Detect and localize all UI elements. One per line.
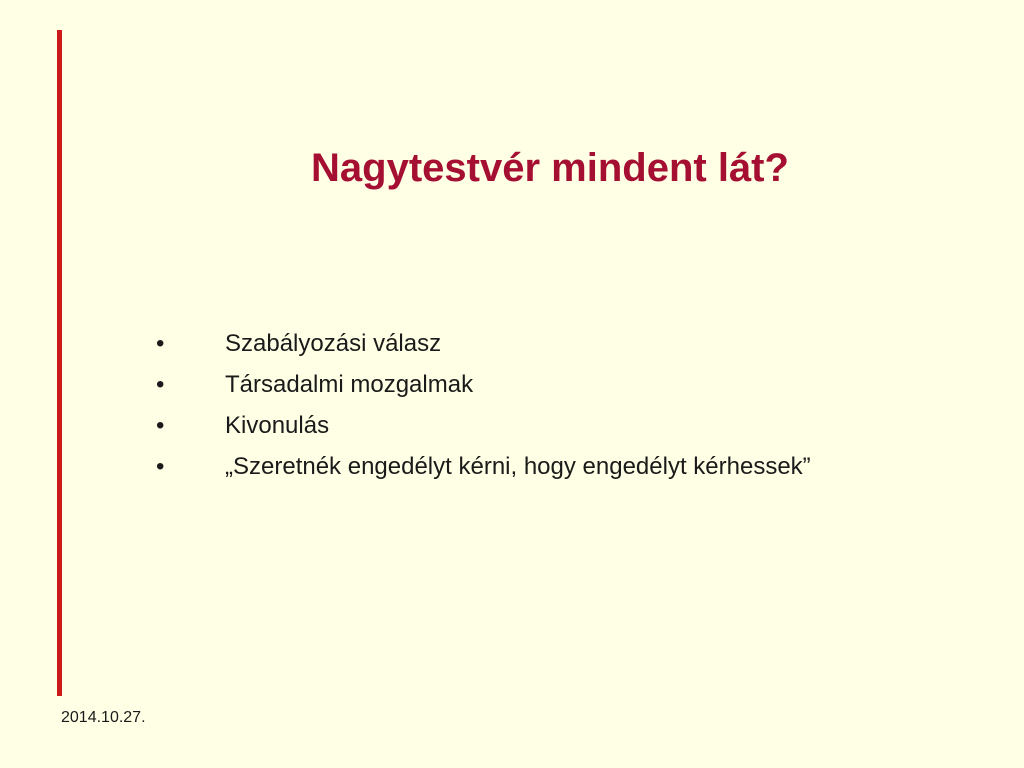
- slide-title: Nagytestvér mindent lát?: [311, 146, 789, 190]
- bullet-text: „Szeretnék engedélyt kérni, hogy engedélyt kérhessek”: [225, 453, 811, 480]
- bullet-marker: •: [156, 412, 165, 439]
- bullet-item: [150, 367, 870, 403]
- bullet-text: Társadalmi mozgalmak: [225, 371, 474, 398]
- bullet-text: Szabályozási válasz: [225, 330, 442, 357]
- bullet-marker: •: [156, 330, 165, 357]
- accent-bar: [57, 30, 62, 696]
- bullet-list: [150, 326, 870, 490]
- bullet-marker: •: [156, 453, 165, 480]
- bullet-item: [150, 408, 870, 444]
- bullet-text: Kivonulás: [225, 412, 330, 439]
- bullet-marker: •: [156, 371, 165, 398]
- bullet-item: [150, 449, 870, 485]
- bullet-item: [150, 326, 870, 362]
- footer-date: 2014.10.27.: [61, 709, 146, 726]
